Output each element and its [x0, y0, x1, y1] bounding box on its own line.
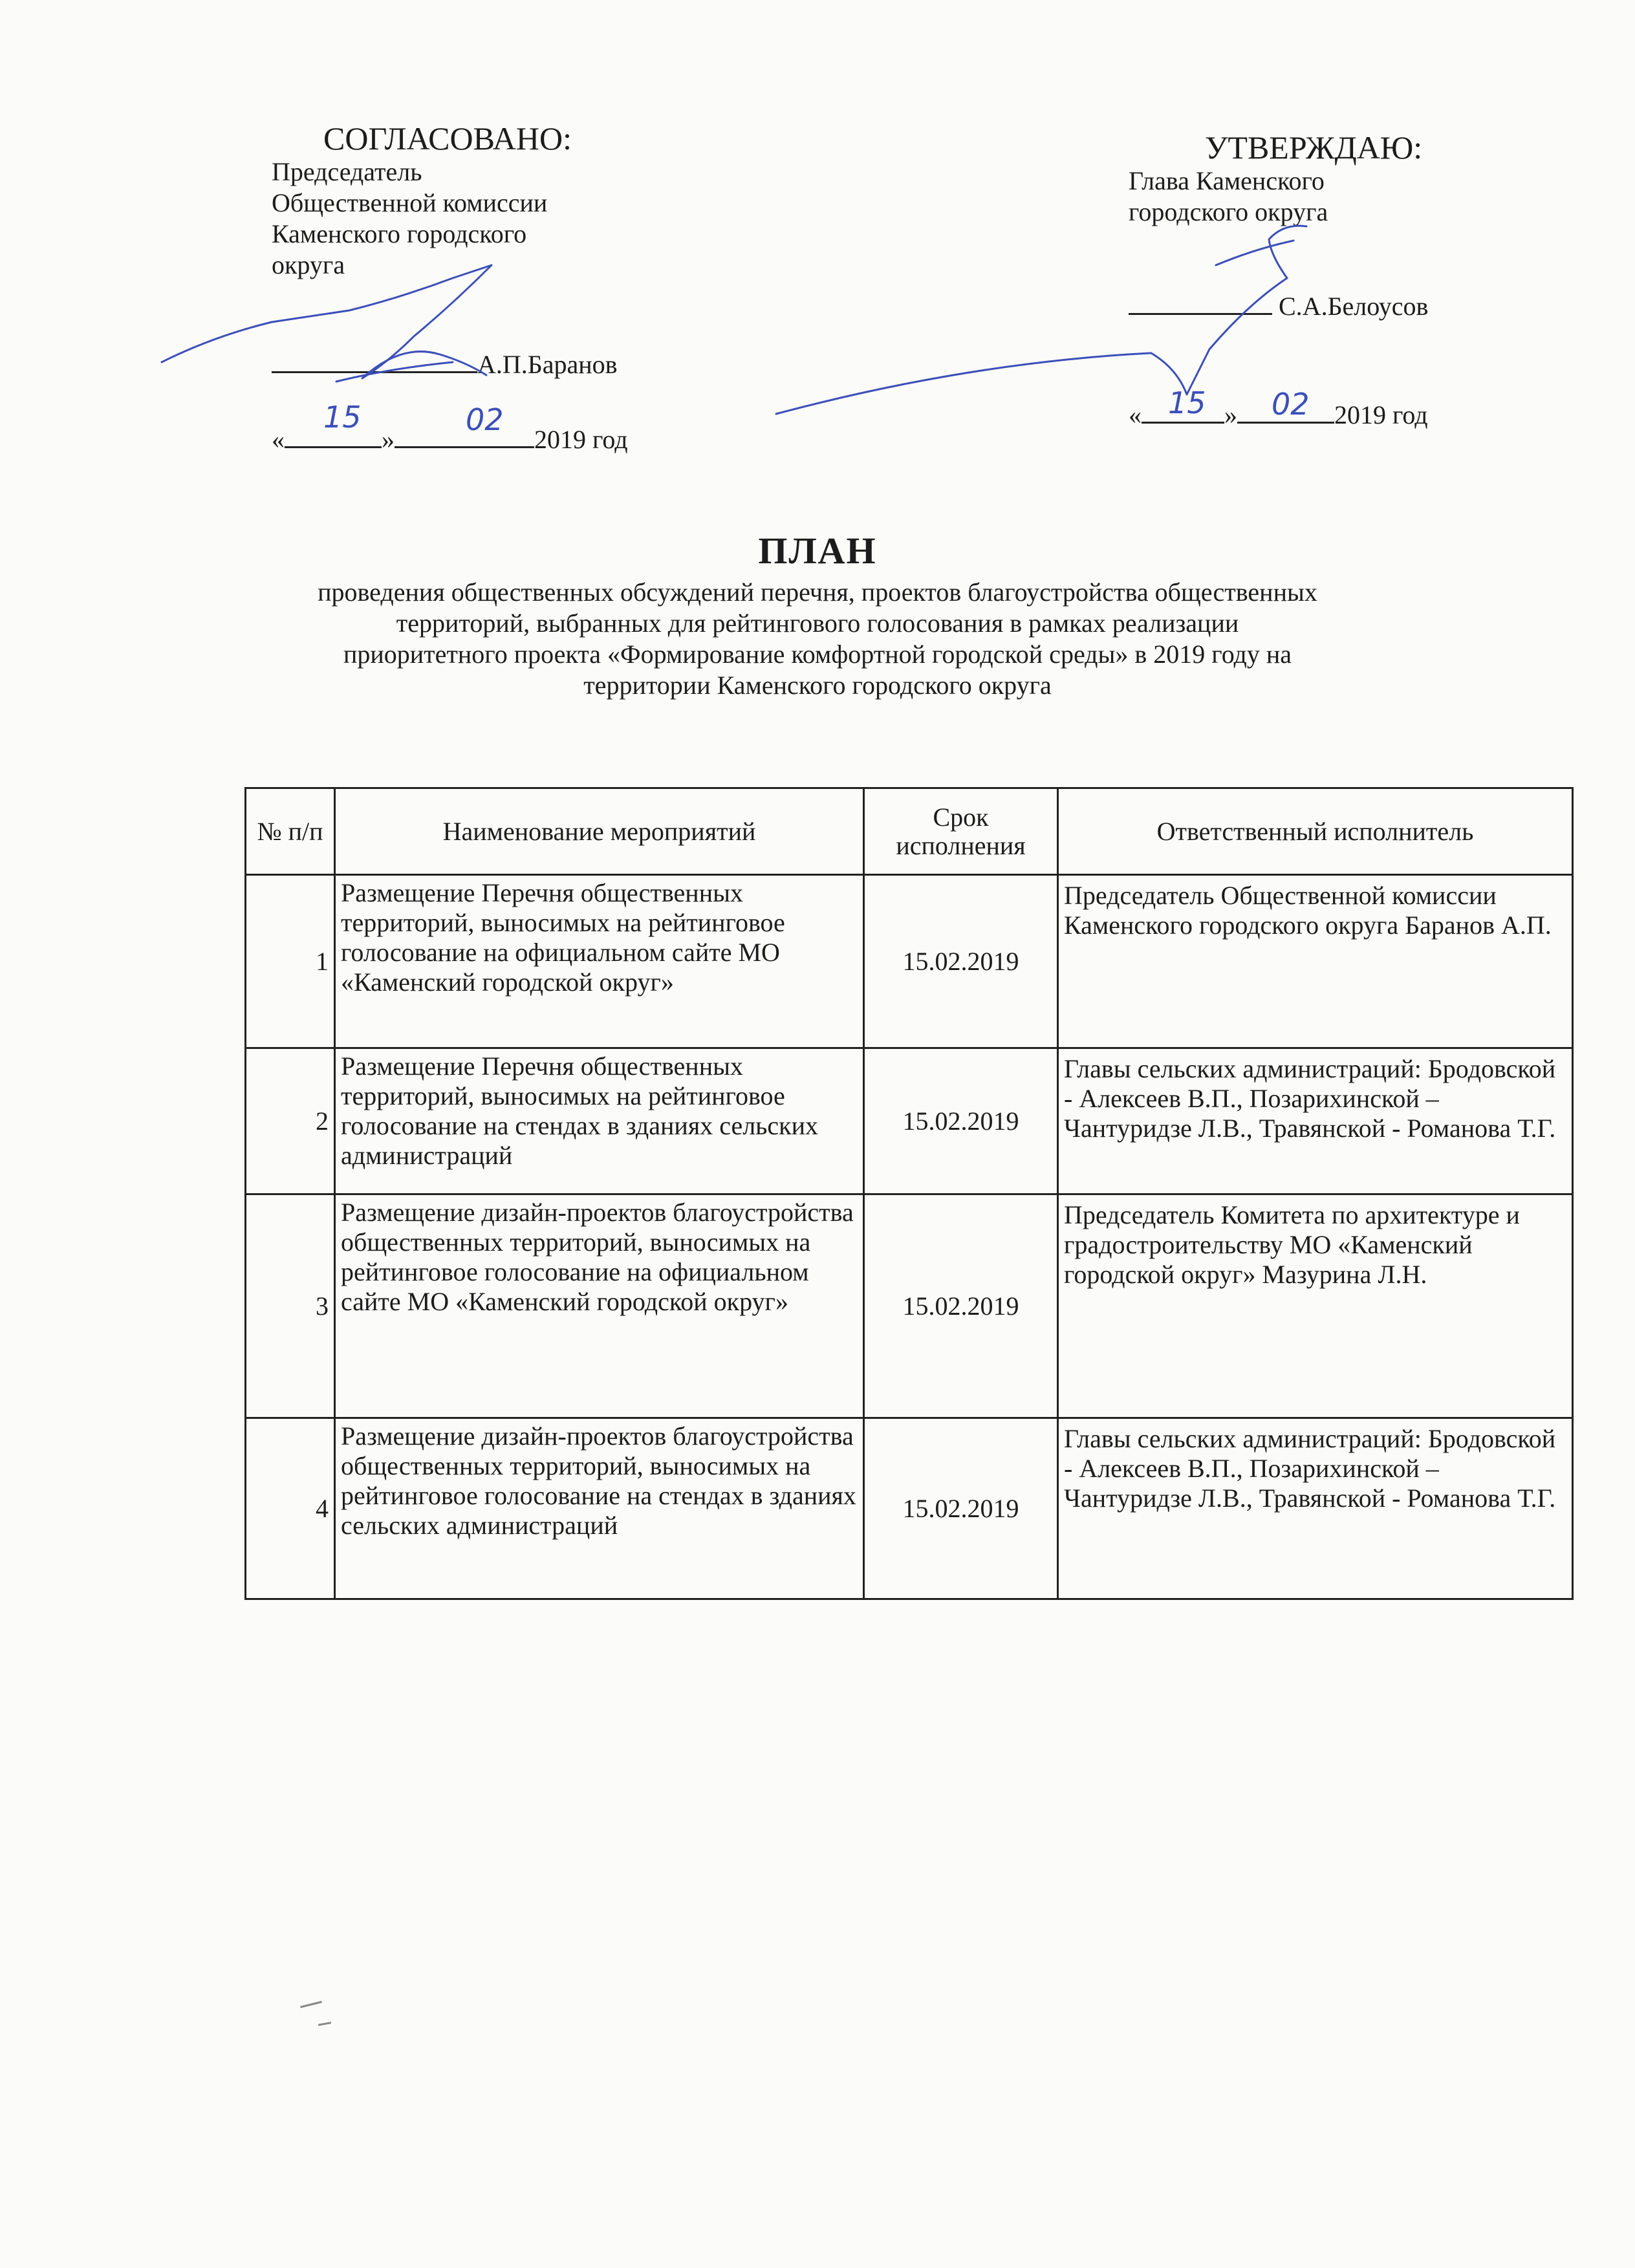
row-date: 15.02.2019: [864, 1418, 1058, 1599]
plan-subtitle-line: проведения общественных обсуждений перечня, проектов благоустройства общественных: [318, 578, 1317, 607]
row-resp: Главы сельских администраций: Бродовской - Алексеев В.П., Позарихинской – Чантуридзе Л.В., Травянской - Романова Т.Г.: [1058, 1418, 1573, 1599]
right-date-day-handwritten: 15: [1168, 385, 1206, 420]
row-name: Размещение Перечня общественных территорий, выносимых на рейтинговое голосование на стендах в зданиях сельских администраций: [335, 1048, 864, 1194]
left-approval-line: Каменского городского: [272, 219, 527, 248]
right-date-close-quote: »: [1224, 400, 1237, 429]
row-date: 15.02.2019: [864, 875, 1058, 1048]
left-signer-name: А.П.Баранов: [477, 350, 618, 379]
plan-table: [244, 787, 1574, 1600]
row-date: 15.02.2019: [864, 1048, 1058, 1194]
right-approval-heading: УТВЕРЖДАЮ:: [1205, 129, 1423, 166]
right-approval-block: [1129, 129, 1581, 228]
left-signature-blank: [272, 349, 477, 373]
left-date-month-handwritten: 02: [466, 402, 504, 437]
right-date-month-handwritten: 02: [1272, 387, 1310, 422]
right-date-year: 2019 год: [1334, 400, 1428, 429]
row-num: 4: [246, 1418, 335, 1599]
table-header-row: [246, 788, 1573, 875]
left-approval-line: Общественной комиссии: [272, 188, 548, 217]
row-resp: Председатель Общественной комиссии Каменского городского округа Баранов А.П.: [1058, 875, 1573, 1048]
plan-subtitle-line: приоритетного проекта «Формирование комфортной городской среды» в 2019 году на: [343, 640, 1292, 669]
left-date-day-handwritten: 15: [323, 400, 362, 435]
header-resp: Ответственный исполнитель: [1058, 788, 1573, 875]
left-approval-line: Председатель: [272, 157, 422, 186]
right-date-open-quote: «: [1129, 400, 1142, 429]
row-num: 3: [246, 1194, 335, 1418]
scan-artifact: [300, 2001, 322, 2008]
row-resp: Главы сельских администраций: Бродовской - Алексеев В.П., Позарихинской – Чантуридзе Л.В., Травянской - Романова Т.Г.: [1058, 1048, 1573, 1194]
plan-subtitle: [0, 577, 1635, 701]
right-signer-name: С.А.Белоусов: [1279, 292, 1429, 321]
left-date-month-blank: [395, 424, 534, 448]
table-row: [246, 875, 1573, 1048]
right-signature-line: [1129, 291, 1428, 322]
header-num: № п/п: [246, 788, 335, 875]
row-name: Размещение дизайн-проектов благоустройства общественных территорий, выносимых на рейтинговое голосование на официальном сайте МО «Каменский городской округ»: [335, 1194, 864, 1418]
row-num: 2: [246, 1048, 335, 1194]
scan-artifact: [318, 2022, 331, 2025]
right-signature-blank: [1129, 291, 1272, 315]
row-name: Размещение Перечня общественных территорий, выносимых на рейтинговое голосование на официальном сайте МО «Каменский городской округ»: [335, 875, 864, 1048]
right-approval-line: Глава Каменского: [1129, 166, 1325, 195]
right-approval-line: городского округа: [1129, 197, 1328, 226]
table-row: [246, 1048, 1573, 1194]
table-row: [246, 1194, 1573, 1418]
left-approval-block: [272, 120, 724, 281]
left-date-close-quote: »: [382, 425, 395, 454]
row-name: Размещение дизайн-проектов благоустройства общественных территорий, выносимых на рейтинговое голосование на стендах в зданиях сельских администраций: [335, 1418, 864, 1599]
left-approval-heading: СОГЛАСОВАНО:: [323, 120, 572, 157]
table-row: [246, 1418, 1573, 1599]
row-resp: Председатель Комитета по архитектуре и градостроительству МО «Каменский городской округ» Мазурина Л.Н.: [1058, 1194, 1573, 1418]
plan-subtitle-line: территории Каменского городского округа: [583, 671, 1052, 700]
left-approval-line: округа: [272, 250, 345, 279]
header-name: Наименование мероприятий: [335, 788, 864, 875]
left-signature-line: [272, 349, 618, 380]
row-num: 1: [246, 875, 335, 1048]
left-date-year: 2019 год: [534, 425, 628, 454]
plan-subtitle-line: территорий, выбранных для рейтингового голосования в рамках реализации: [396, 609, 1239, 638]
plan-title: ПЛАН: [758, 530, 877, 572]
left-date-open-quote: «: [272, 425, 285, 454]
row-date: 15.02.2019: [864, 1194, 1058, 1418]
header-date: Срок исполнения: [864, 788, 1058, 875]
